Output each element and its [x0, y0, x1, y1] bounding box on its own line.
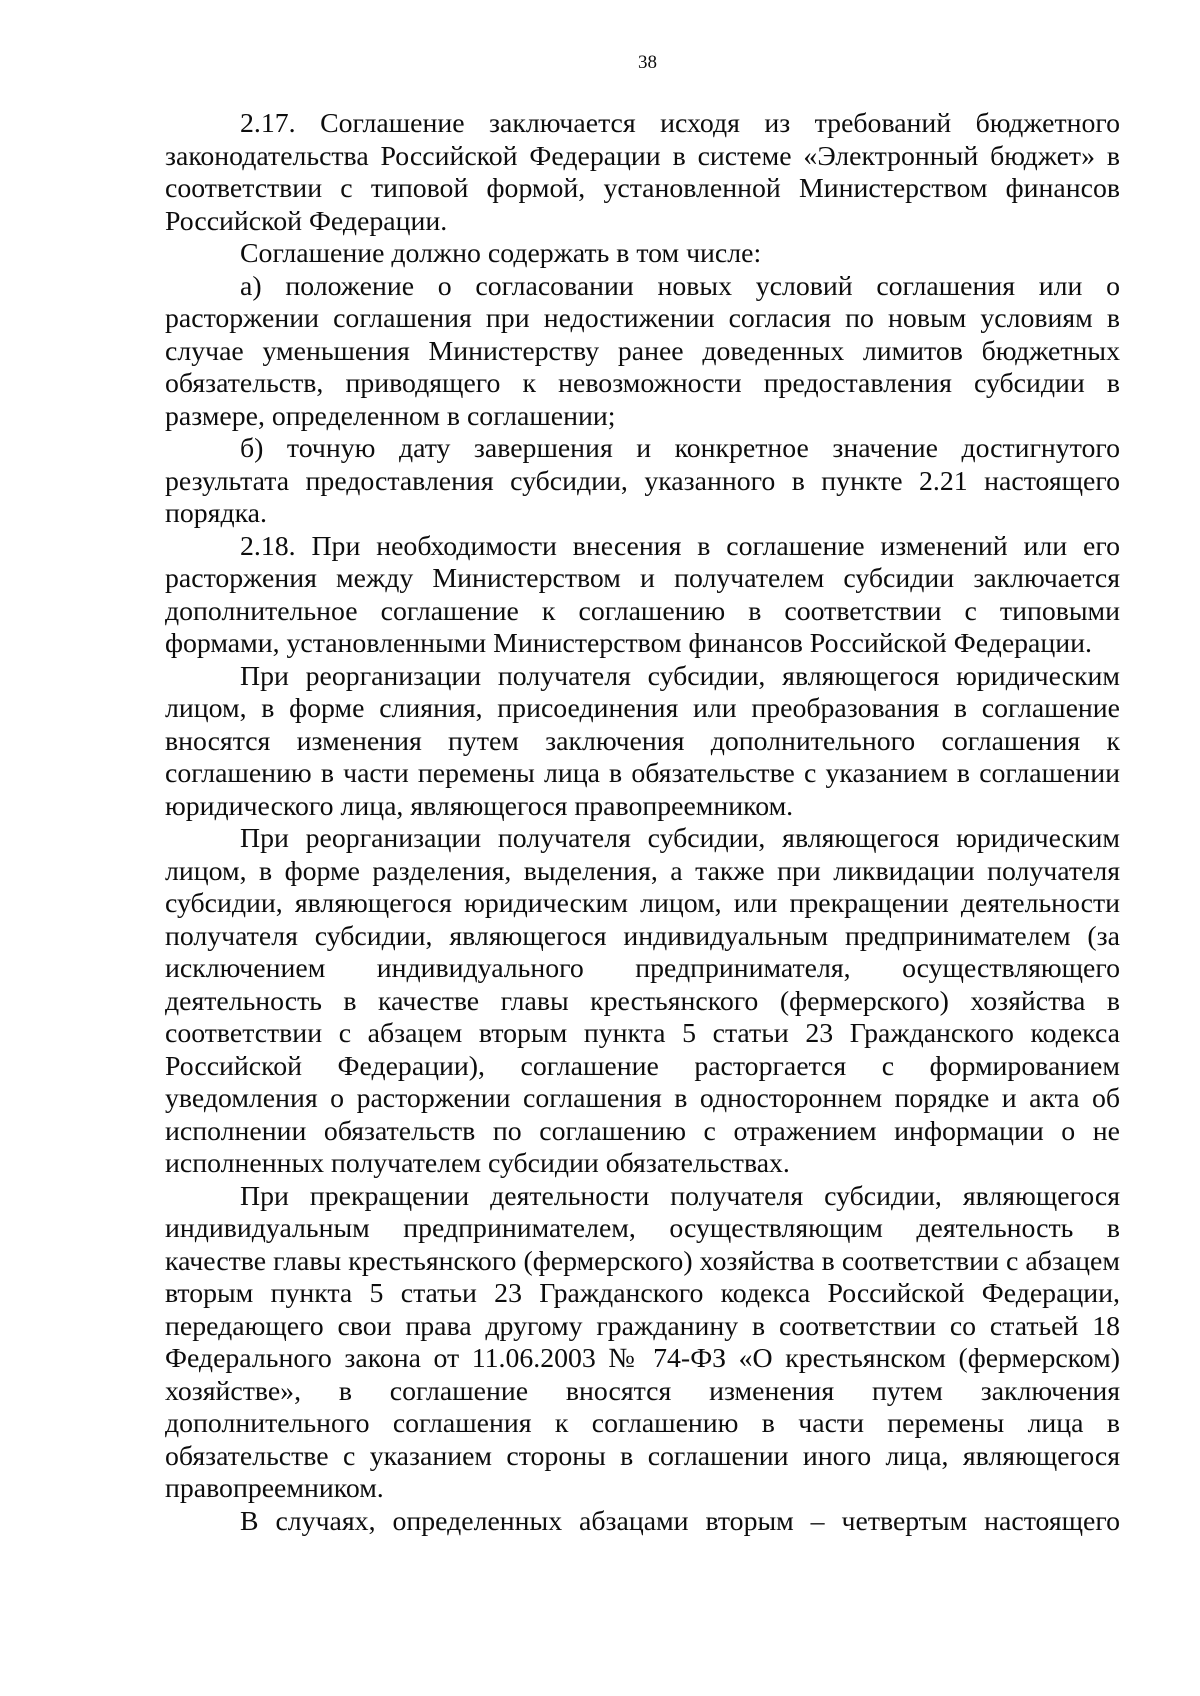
- paragraph-reorganization-division: При реорганизации получателя субсидии, являющегося юридическим лицом, в форме разделения, выделения, а также при ликвидации получателя субсидии, являющегося юридическим лицом, или прекращении деятельности получателя субсидии, являющегося индивидуальным предпринимателем (за исключением индивидуального предпринимателя, осуществляющего деятельность в качестве главы крестьянского (фермерского) хозяйства в соответствии с абзацем вторым пункта 5 статьи 23 Гражданского кодекса Российской Федерации), соглашение расторгается с формированием уведомления о расторжении соглашения в одностороннем порядке и акта об исполнении обязательств по соглашению с отражением информации о не исполненных получателем субсидии обязательствах.: [165, 823, 1120, 1179]
- paragraph-cases-continued: В случаях, определенных абзацами вторым – четвертым настоящего: [240, 1505, 1120, 1537]
- paragraph-item-b: б) точную дату завершения и конкретное значение достигнутого результата предоставления субсидии, указанного в пункте 2.21 настоящего порядка.: [165, 433, 1120, 529]
- paragraph-2-18: 2.18. При необходимости внесения в соглашение изменений или его расторжения между Министерством и получателем субсидии заключается дополнительное соглашение к соглашению в соответствии с типовыми формами, установленными Министерством финансов Российской Федерации.: [165, 530, 1120, 659]
- paragraph-farm-termination: При прекращении деятельности получателя субсидии, являющегося индивидуальным предпринимателем, осуществляющим деятельность в качестве главы крестьянского (фермерского) хозяйства в соответствии с абзацем вторым пункта 5 статьи 23 Гражданского кодекса Российской Федерации, передающего свои права другому гражданину в соответствии со статьей 18 Федерального закона от 11.06.2003 № 74-ФЗ «О крестьянском (фермерском) хозяйстве», в соглашение вносятся изменения путем заключения дополнительного соглашения к соглашению в части перемены лица в обязательстве с указанием стороны в соглашении иного лица, являющегося правопреемником.: [165, 1180, 1120, 1504]
- paragraph-reorganization-merger: При реорганизации получателя субсидии, являющегося юридическим лицом, в форме слияния, присоединения или преобразования в соглашение вносятся изменения путем заключения дополнительного соглашения к соглашению в части перемены лица в обязательстве с указанием в соглашении юридического лица, являющегося правопреемником.: [165, 660, 1120, 822]
- document-body: [165, 108, 1120, 1538]
- paragraph-2-17: 2.17. Соглашение заключается исходя из требований бюджетного законодательства Российской Федерации в системе «Электронный бюджет» в соответствии с типовой формой, установленной Министерством финансов Российской Федерации.: [165, 108, 1120, 237]
- paragraph-item-a: а) положение о согласовании новых условий соглашения или о расторжении соглашения при недостижении согласия по новым условиям в случае уменьшения Министерству ранее доведенных лимитов бюджетных обязательств, приводящего к невозможности предоставления субсидии в размере, определенном в соглашении;: [165, 270, 1120, 432]
- page-number: 38: [638, 52, 657, 73]
- paragraph-agreement-contents: Соглашение должно содержать в том числе:: [240, 238, 762, 269]
